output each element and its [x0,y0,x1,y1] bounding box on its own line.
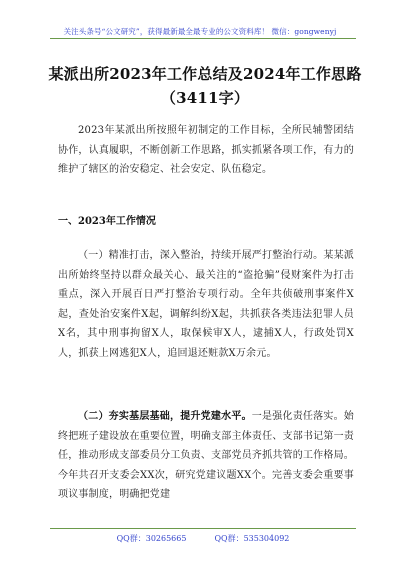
footer-divider [50,528,356,529]
intro-paragraph: 2023年某派出所按照年初制定的工作目标，全所民辅警团结协作，认真履职，不断创新工作思路，抓实抓紧各项工作，有力的维护了辖区的治安稳定、社会安定、队伍稳定。 [58,125,354,176]
footer-qq-2: QQ群：535304092 [214,534,290,543]
footer [50,533,356,544]
document-title: 某派出所2023年工作总结及2024年工作思路（3411字） [48,65,362,107]
header-divider [50,38,356,39]
section-heading: 一、2023年工作情况 [58,216,156,227]
item-2-paragraph [58,407,354,505]
item-2-lead: （二）夯实基层基础，提升党建水平。 [78,411,252,422]
footer-qq-1: QQ群：30265665 [116,534,187,543]
item-1-paragraph: （一）精准打击，深入整治，持续开展严打整治行动。某某派出所始终坚持以群众最关心、最关注的“盗抢骗”侵财案件为打击重点，深入开展百日严打整治专项行动。全年共侦破刑事案件X起，查处治安案件X起，调解纠纷X起，共抓获各类违法犯罪人员X名，其中刑事拘留X人，取保候审X人，逮捕X人，行政处罚X人，抓获上网逃犯X人，追回退还赃款X万余元。 [58,250,354,359]
header-banner: 关注头条号“公文研究”，获得最新最全最专业的公文资料库！ 微信：gongwenyj [63,27,337,36]
item-2-body: 一是强化责任落实。始终把班子建设放在重要位置，明确支部主体责任、支部书记第一责任，推动形成支部委员分工负责、支部党员齐抓共管的工作格局。今年共召开支委会XX次，研究党建议题XX个。完善支委会重要事项议事制度，明确把党建 [58,411,355,501]
